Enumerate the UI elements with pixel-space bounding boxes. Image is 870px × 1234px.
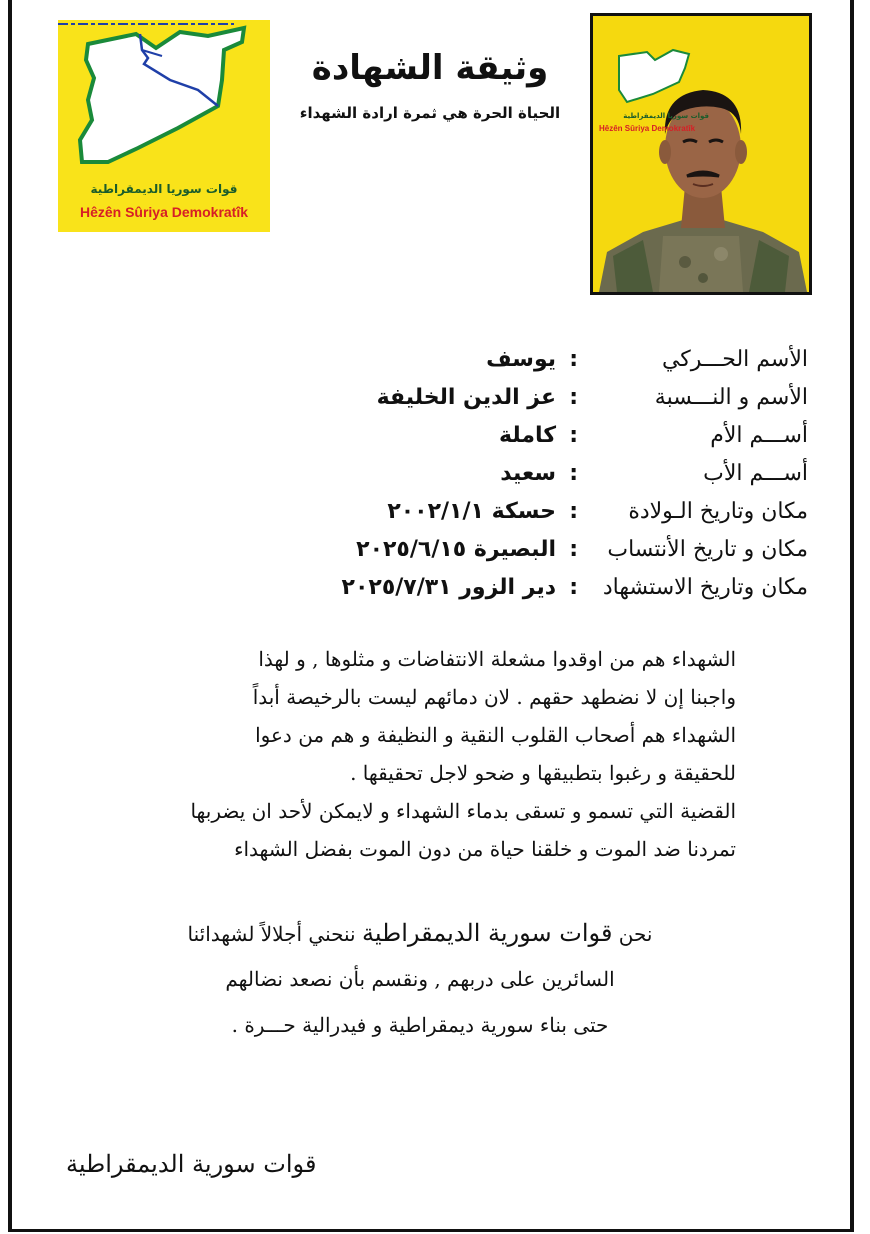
closing-oath: [140, 910, 700, 1048]
field-label: الأسم الحـــركي: [661, 346, 808, 372]
syria-map-icon: [58, 20, 270, 232]
field-colon: :: [569, 574, 578, 600]
paragraph-line: القضية التي تسمو و تسقى بدماء الشهداء و لايمكن لأحد ان يضربها: [190, 799, 736, 823]
field-label: أســـم الأب: [703, 460, 808, 486]
field-value: البصيرة ٢٠٢٥/٦/١٥: [356, 536, 556, 562]
closing-line-2: السائرين على دربهم , ونقسم بأن نصعد نضالهم: [225, 967, 615, 991]
closing-line-1: [140, 910, 700, 956]
photo-kurdish-name: Hêzên Sûriya Demokratîk: [599, 124, 696, 133]
field-colon: :: [569, 422, 578, 448]
closing-org-name: قوات سورية الديمقراطية: [361, 919, 613, 947]
logo-kurdish-name: Hêzên Sûriya Demokratîk: [79, 204, 249, 220]
field-colon: :: [569, 346, 578, 372]
tribute-paragraph: [80, 640, 736, 868]
field-value: يوسف: [486, 346, 556, 372]
field-value: سعيد: [500, 460, 556, 486]
personal-details: [300, 340, 808, 606]
closing-end: ننحني أجلالاً لشهدائنا: [187, 922, 356, 946]
field-colon: :: [569, 384, 578, 410]
sdf-logo: [58, 20, 270, 232]
field-value: عز الدين الخليفة: [376, 384, 556, 410]
photo-arabic-name: قوات سوريا الديمقراطية: [623, 112, 709, 120]
closing-start: نحن: [618, 922, 653, 946]
paragraph-line: الشهداء هم أصحاب القلوب النقية و النظيفة و هم من دعوا: [255, 723, 736, 747]
syriac-script-icon: [58, 20, 234, 28]
field-row-mother-name: [300, 416, 808, 454]
page-subtitle: الحياة الحرة هي ثمرة ارادة الشهداء: [299, 104, 561, 122]
portrait-icon: [593, 16, 809, 292]
paragraph-line: واجبنا إن لا نضطهد حقهم . لان دمائهم ليست بالرخيصة أبداً: [252, 685, 736, 709]
paragraph-line: للحقيقة و رغبوا بتطبيقها و ضحو لاجل تحقيقها .: [350, 761, 736, 785]
page-title: وثيقة الشهادة: [311, 48, 549, 88]
logo-arabic-name: قوات سوريا الديمقراطية: [90, 182, 238, 196]
field-row-father-name: [300, 454, 808, 492]
field-colon: :: [569, 536, 578, 562]
signature: قوات سورية الديمقراطية: [66, 1150, 317, 1178]
field-value: دير الزور ٢٠٢٥/٧/٣١: [341, 574, 556, 600]
field-row-alias: [300, 340, 808, 378]
martyr-photo: [590, 13, 812, 295]
field-value: حسكة ٢٠٠٢/١/١: [387, 498, 556, 524]
field-label: مكان و تاريخ الأنتساب: [607, 536, 808, 562]
closing-line-3: حتى بناء سورية ديمقراطية و فيدرالية حـــرة .: [231, 1013, 609, 1037]
field-row-martyrdom: [300, 568, 808, 606]
paragraph-line: الشهداء هم من اوقدوا مشعلة الانتفاضات و مثلوها , و لهذا: [258, 647, 736, 671]
field-row-birth: [300, 492, 808, 530]
paragraph-line: تمردنا ضد الموت و خلقنا حياة من دون الموت بفضل الشهداء: [234, 837, 736, 861]
field-row-full-name: [300, 378, 808, 416]
field-label: الأسم و النـــسبة: [654, 384, 808, 410]
field-label: أســـم الأم: [710, 422, 808, 448]
field-colon: :: [569, 498, 578, 524]
field-label: مكان وتاريخ الـولادة: [628, 498, 808, 524]
field-row-enlistment: [300, 530, 808, 568]
field-label: مكان وتاريخ الاستشهاد: [602, 574, 808, 600]
field-value: كاملة: [499, 422, 556, 448]
field-colon: :: [569, 460, 578, 486]
